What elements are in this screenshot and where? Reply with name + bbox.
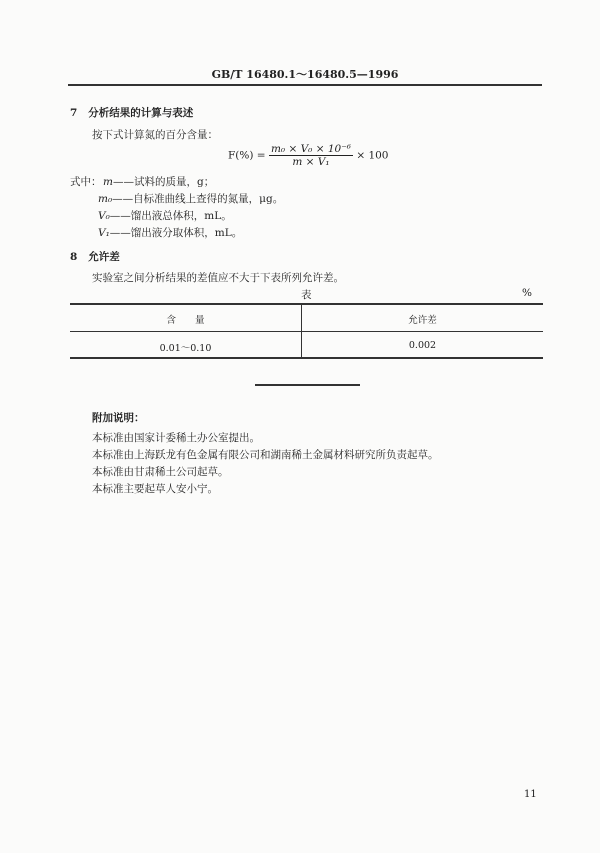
table-header-content: 含 量 [166, 315, 205, 326]
note-line: 本标准由甘肃稀土公司起草。 [92, 466, 229, 478]
formula-denominator: m × V₁ [292, 156, 330, 168]
note-line: 本标准主要起草人安小宁。 [92, 483, 218, 495]
var-m: m——试料的质量，g； [103, 176, 215, 188]
header-rule [68, 84, 542, 86]
end-rule [255, 384, 360, 386]
var-m0: m₀——自标准曲线上查得的氮量，μg。 [98, 193, 284, 205]
section-title: 分析结果的计算与表述 [88, 107, 194, 119]
var-v1: V₁——馏出液分取体积，mL。 [98, 227, 243, 239]
section-8-intro: 实验室之间分析结果的差值应不大于下表所列允许差。 [92, 272, 344, 284]
intro-text: 按下式计算氮的百分含量： [92, 129, 218, 141]
section-number: 7 [70, 107, 78, 119]
where-label: 式中： [70, 176, 102, 188]
var-v0: V₀——馏出液总体积，mL。 [98, 210, 232, 222]
formula [228, 143, 389, 168]
formula-tail: × 100 [356, 149, 389, 162]
table-cell-tolerance: 0.002 [408, 340, 437, 351]
formula-lhs: F(%) = [228, 149, 266, 162]
note-line: 本标准由国家计委稀土办公室提出。 [92, 432, 260, 444]
table-caption: 表 [301, 289, 312, 301]
table-top-rule [70, 303, 543, 305]
section-8-heading: 8 允许差 [70, 251, 120, 263]
section-7-heading [70, 105, 193, 120]
table-header-tolerance: 允许差 [408, 315, 437, 326]
note-line: 本标准由上海跃龙有色金属有限公司和湖南稀土金属材料研究所负责起草。 [92, 449, 439, 461]
table-header-rule [70, 331, 543, 332]
table-cell-content: 0.01～0.10 [159, 343, 212, 354]
notes-title: 附加说明： [92, 412, 145, 424]
page-header: GB/T 16480.1～16480.5—1996 [211, 68, 399, 81]
formula-numerator: m₀ × V₀ × 10⁻⁶ [270, 143, 351, 155]
table-bottom-rule [70, 357, 543, 359]
page-number: 11 [524, 789, 537, 800]
table-unit: % [522, 287, 532, 299]
